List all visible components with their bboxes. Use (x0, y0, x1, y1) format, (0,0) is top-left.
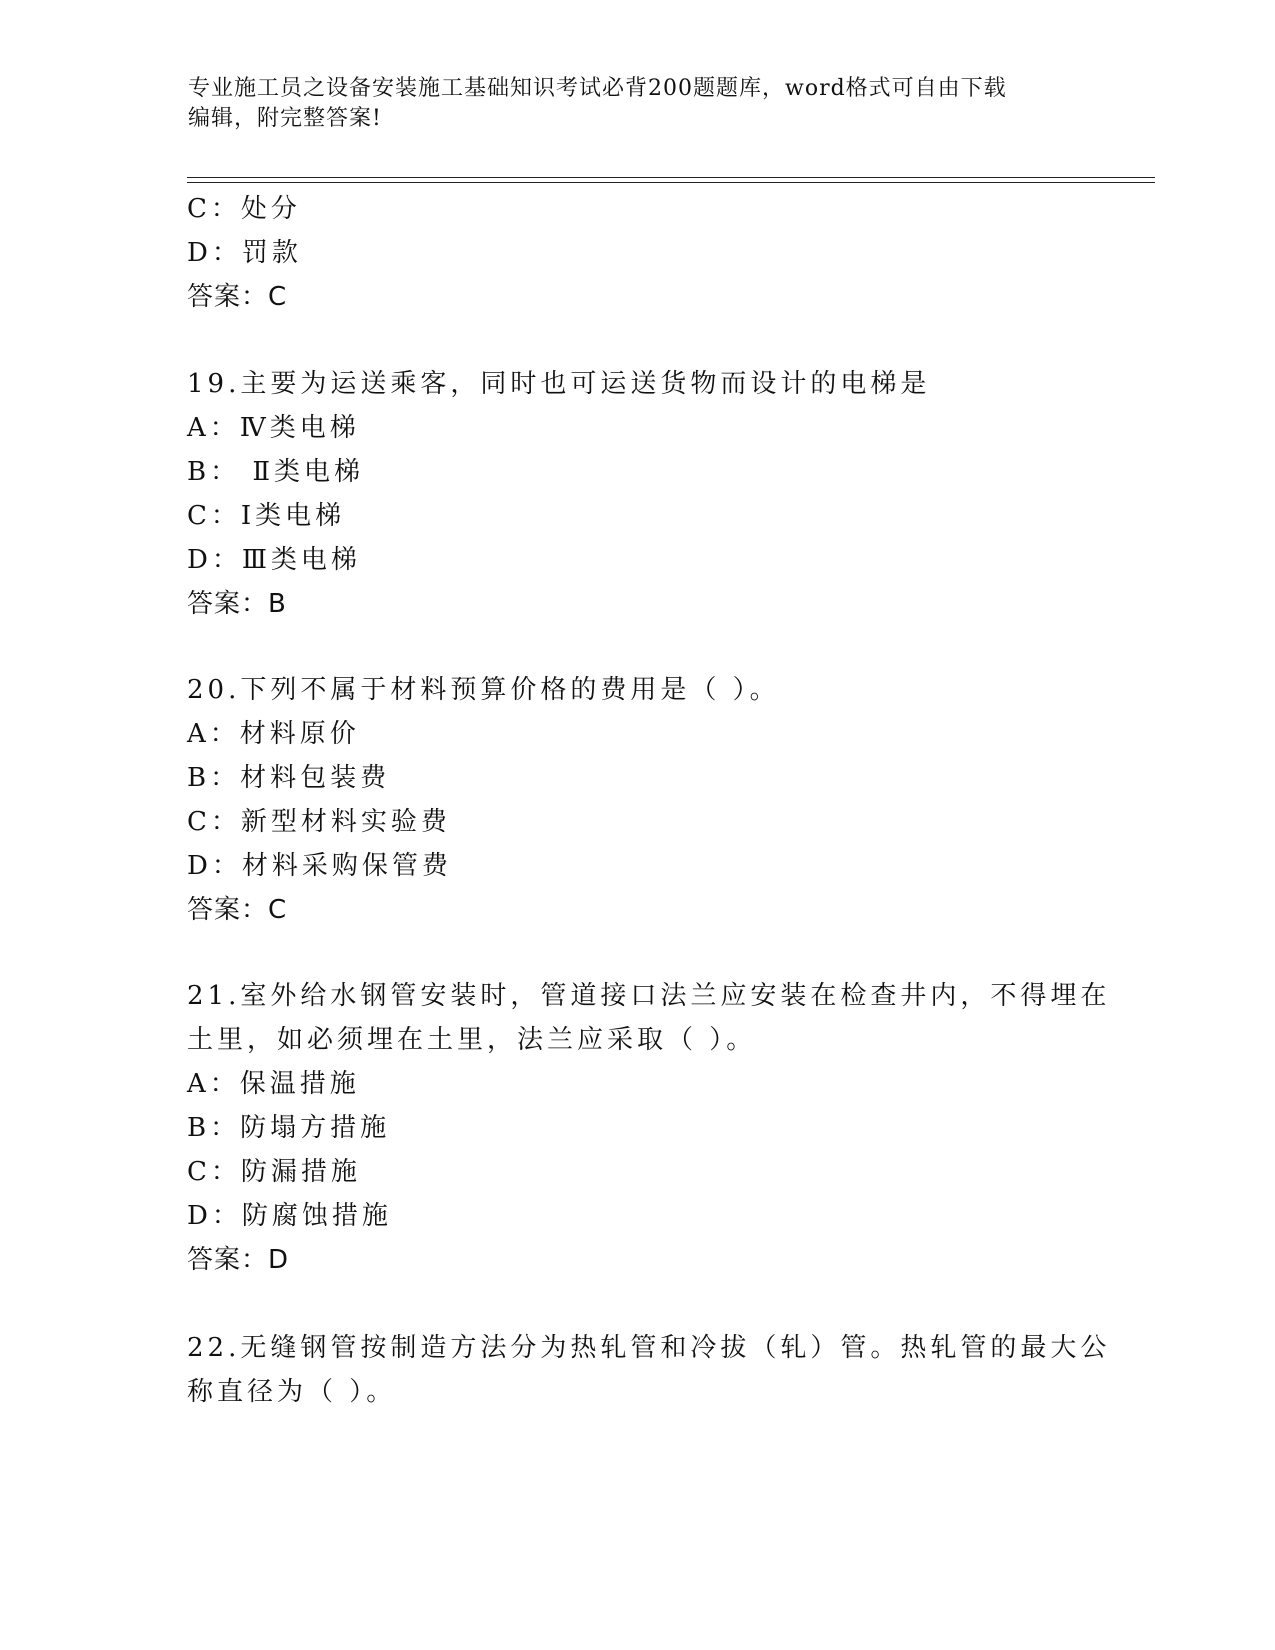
header-line-2: 编辑，附完整答案! (188, 106, 382, 131)
q19-option-a: A：Ⅳ类电梯 (187, 413, 360, 443)
q19-option-b: B： Ⅱ类电梯 (187, 457, 365, 487)
q21-answer: 答案：D (187, 1245, 290, 1275)
header-divider-top (187, 177, 1155, 178)
header-line-1: 专业施工员之设备安装施工基础知识考试必背200题题库，word格式可自由下载 (188, 76, 1007, 101)
q19-answer: 答案：B (187, 589, 287, 619)
q21-option-d: D：防腐蚀措施 (187, 1201, 392, 1231)
q19-question: 19.主要为运送乘客，同时也可运送货物而设计的电梯是 (187, 369, 931, 399)
q21-option-c: C：防漏措施 (187, 1157, 361, 1187)
q19-option-d: D：Ⅲ类电梯 (187, 545, 361, 575)
q20-answer: 答案：C (187, 895, 288, 925)
q18-answer: 答案：C (187, 282, 288, 312)
q20-option-c: C：新型材料实验费 (187, 807, 451, 837)
q21-question-line-1: 21.室外给水钢管安装时，管道接口法兰应安装在检查井内，不得埋在 (187, 981, 1111, 1011)
q21-option-a: A：保温措施 (187, 1069, 360, 1099)
header-divider-bottom (187, 182, 1155, 183)
q20-option-d: D：材料采购保管费 (187, 851, 452, 881)
q21-question-line-2: 土里，如必须埋在土里，法兰应采取（ ）。 (187, 1025, 757, 1055)
q20-question: 20.下列不属于材料预算价格的费用是（ ）。 (187, 675, 780, 705)
document-header (188, 74, 1088, 134)
q22-question-line-2: 称直径为（ ）。 (187, 1377, 397, 1407)
q20-option-a: A：材料原价 (187, 719, 360, 749)
q22-question-line-1: 22.无缝钢管按制造方法分为热轧管和冷拔（轧）管。热轧管的最大公 (187, 1333, 1111, 1363)
q18-option-c: C：处分 (187, 194, 301, 224)
q21-option-b: B：防塌方措施 (187, 1113, 391, 1143)
q18-option-d: D：罚款 (187, 238, 302, 268)
q20-option-b: B：材料包装费 (187, 763, 391, 793)
q19-option-c: C：Ⅰ类电梯 (187, 501, 346, 531)
